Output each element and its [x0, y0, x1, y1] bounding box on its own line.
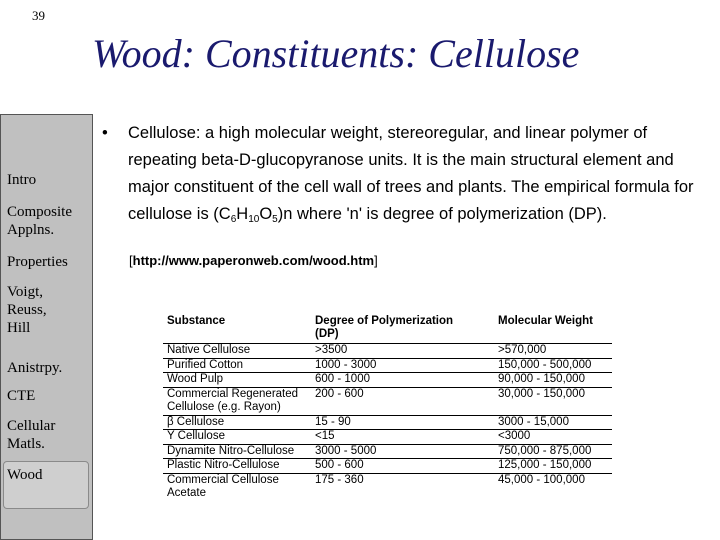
table-cell: 500 - 600: [311, 459, 494, 474]
table-cell: Wood Pulp: [163, 373, 311, 388]
polymerization-table: [163, 313, 612, 501]
table-cell: β Cellulose: [163, 415, 311, 430]
table-cell: 150,000 - 500,000: [494, 358, 612, 373]
slide-number: 39: [32, 8, 45, 23]
table-cell: Commercial Regenerated Cellulose (e.g. Rayon): [163, 387, 311, 415]
slide-title: Wood: Constituents: Cellulose: [92, 31, 580, 76]
bullet-dot: •: [102, 124, 108, 142]
table-row: [163, 459, 612, 474]
nav-item-intro[interactable]: Intro: [7, 172, 37, 188]
table-cell: Purified Cotton: [163, 358, 311, 373]
table-cell: 3000 - 5000: [311, 444, 494, 459]
table-cell: 15 - 90: [311, 415, 494, 430]
reference-link[interactable]: [http://www.paperonweb.com/wood.htm]: [129, 253, 378, 268]
table-cell: Υ Cellulose: [163, 430, 311, 445]
table-cell: 45,000 - 100,000: [498, 473, 585, 486]
column-header: Degree of Polymerization (DP): [311, 313, 494, 344]
table-cell: Dynamite Nitro-Cellulose: [163, 444, 311, 459]
table-cell: Plastic Nitro-Cellulose: [163, 459, 311, 474]
table-row: [163, 430, 612, 445]
column-header: Molecular Weight: [494, 313, 612, 344]
table-row: [163, 415, 612, 430]
table-row: [163, 344, 612, 359]
table-cell: 1000 - 3000: [311, 358, 494, 373]
nav-item-anistrpy[interactable]: Anistrpy.: [7, 360, 63, 376]
nav-item-voigt-reuss-hill[interactable]: Voigt, Reuss, Hill: [7, 284, 47, 336]
table-cell: 90,000 - 150,000: [494, 373, 612, 388]
bullet-text: Cellulose: a high molecular weight, stereoregular, and linear polymer of repeating beta-D-glucopyranose units. It is the main structural element and major constituent of the cell wall of trees and plants. The empirical formula for cellulose is $(C_6H_{10}O_5)n$ where 'n' is degree of polymerization (DP).: [128, 124, 694, 225]
table-cell: Native Cellulose: [163, 344, 311, 359]
column-header: Substance: [163, 313, 311, 344]
table-row: [163, 373, 612, 388]
table-cell: 600 - 1000: [311, 373, 494, 388]
table-cell: 175 - 360: [315, 473, 364, 486]
nav-item-cellular-matls[interactable]: Cellular Matls.: [7, 418, 56, 452]
nav-item-properties[interactable]: Properties: [7, 254, 68, 270]
table-cell: <15: [311, 430, 494, 445]
table-cell: 3000 - 15,000: [494, 415, 612, 430]
table-cell: 30,000 - 150,000: [494, 387, 612, 415]
table-cell: <3000: [494, 430, 612, 445]
nav-item-composite-applns[interactable]: Composite Applns.: [7, 204, 73, 238]
table-cell: 125,000 - 150,000: [494, 459, 612, 474]
table-header-row: [163, 313, 612, 344]
table-cell: Commercial Cellulose Acetate: [167, 473, 279, 499]
table-row: [163, 358, 612, 373]
table-row: [163, 473, 612, 501]
nav-item-wood[interactable]: Wood: [3, 461, 89, 509]
sidebar-nav: [0, 114, 93, 540]
table-cell: 200 - 600: [311, 387, 494, 415]
table-cell: >3500: [311, 344, 494, 359]
table-cell: >570,000: [494, 344, 612, 359]
table-cell: 750,000 - 875,000: [494, 444, 612, 459]
table-row: [163, 444, 612, 459]
nav-item-cte[interactable]: CTE: [7, 388, 36, 404]
table-row: [163, 387, 612, 415]
